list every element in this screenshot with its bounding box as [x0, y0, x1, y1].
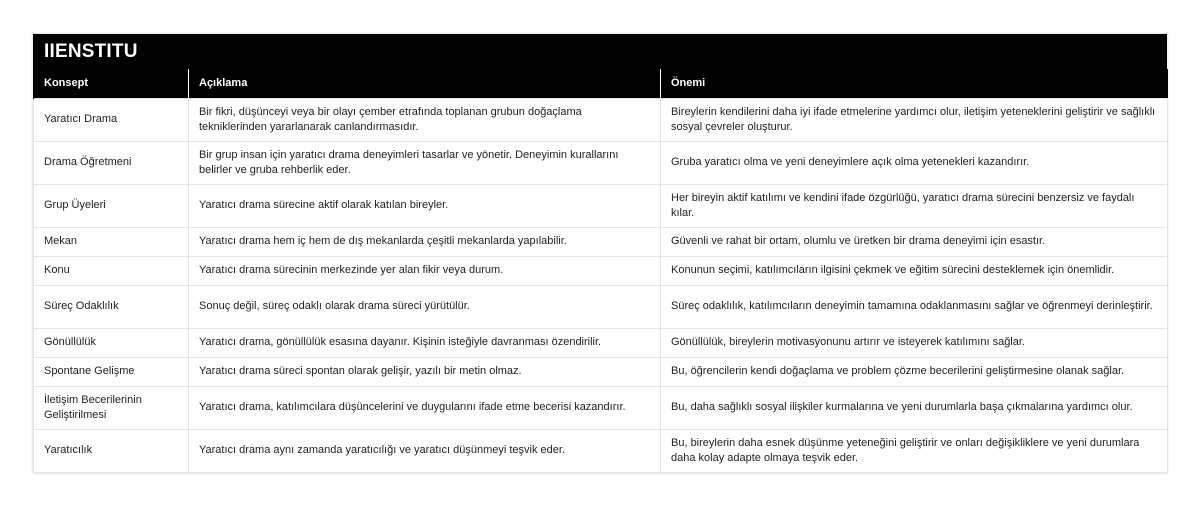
importance-cell: Gönüllülük, bireylerin motivasyonunu artırır ve isteyerek katılımını sağlar.	[661, 328, 1168, 357]
brand-header	[33, 34, 1167, 69]
table-row	[34, 227, 1168, 256]
table-row	[34, 256, 1168, 285]
description-cell: Sonuç değil, süreç odaklı olarak drama süreci yürütülür.	[189, 285, 661, 328]
concept-cell: Konu	[34, 256, 189, 285]
concept-cell: Grup Üyeleri	[34, 184, 189, 227]
table-row	[34, 386, 1168, 429]
importance-cell: Süreç odaklılık, katılımcıların deneyimin tamamına odaklanmasını sağlar ve öğrenmeyi derinleştirir.	[661, 285, 1168, 328]
concept-table	[33, 69, 1168, 473]
importance-cell: Konunun seçimi, katılımcıların ilgisini çekmek ve eğitim sürecini desteklemek için önemlidir.	[661, 256, 1168, 285]
concept-cell: Mekan	[34, 227, 189, 256]
description-cell: Yaratıcı drama, katılımcılara düşüncelerini ve duygularını ifade etme becerisi kazandırır.	[189, 386, 661, 429]
importance-cell: Güvenli ve rahat bir ortam, olumlu ve üretken bir drama deneyimi için esastır.	[661, 227, 1168, 256]
column-header-importance: Önemi	[661, 69, 1168, 98]
description-cell: Yaratıcı drama sürecine aktif olarak katılan bireyler.	[189, 184, 661, 227]
table-row	[34, 98, 1168, 141]
column-header-concept: Konsept	[34, 69, 189, 98]
concept-cell: Yaratıcı Drama	[34, 98, 189, 141]
table-row	[34, 328, 1168, 357]
importance-cell: Gruba yaratıcı olma ve yeni deneyimlere açık olma yetenekleri kazandırır.	[661, 141, 1168, 184]
description-cell: Yaratıcı drama, gönüllülük esasına dayanır. Kişinin isteğiyle davranması özendirilir.	[189, 328, 661, 357]
concept-cell: Yaratıcılık	[34, 429, 189, 472]
table-row	[34, 357, 1168, 386]
table-row	[34, 285, 1168, 328]
table-row	[34, 184, 1168, 227]
description-cell: Yaratıcı drama aynı zamanda yaratıcılığı ve yaratıcı düşünmeyi teşvik eder.	[189, 429, 661, 472]
table-header-row	[34, 69, 1168, 98]
importance-cell: Bu, öğrencilerin kendi doğaçlama ve problem çözme becerilerini geliştirmesine olanak sağlar.	[661, 357, 1168, 386]
description-cell: Bir grup insan için yaratıcı drama deneyimleri tasarlar ve yönetir. Deneyimin kurallarını belirler ve gruba rehberlik eder.	[189, 141, 661, 184]
column-header-description: Açıklama	[189, 69, 661, 98]
table-row	[34, 141, 1168, 184]
importance-cell: Her bireyin aktif katılımı ve kendini ifade özgürlüğü, yaratıcı drama sürecini benzersiz ve faydalı kılar.	[661, 184, 1168, 227]
table-row	[34, 429, 1168, 472]
concept-cell: İletişim Becerilerinin Geliştirilmesi	[34, 386, 189, 429]
description-cell: Yaratıcı drama sürecinin merkezinde yer alan fikir veya durum.	[189, 256, 661, 285]
description-cell: Bir fikri, düşünceyi veya bir olayı çember etrafında toplanan grubun doğaçlama tekniklerinden yararlanarak canlandırmasıdır.	[189, 98, 661, 141]
concept-cell: Gönüllülük	[34, 328, 189, 357]
importance-cell: Bu, daha sağlıklı sosyal ilişkiler kurmalarına ve yeni durumlarla başa çıkmalarına yardımcı olur.	[661, 386, 1168, 429]
concept-cell: Spontane Gelişme	[34, 357, 189, 386]
concept-table-card	[33, 34, 1167, 473]
concept-cell: Drama Öğretmeni	[34, 141, 189, 184]
brand-logo-text: IIENSTITU	[44, 40, 138, 62]
importance-cell: Bireylerin kendilerini daha iyi ifade etmelerine yardımcı olur, iletişim yeteneklerini geliştirir ve sağlıklı sosyal çevreler oluşturur.	[661, 98, 1168, 141]
importance-cell: Bu, bireylerin daha esnek düşünme yeteneğini geliştirir ve onları değişikliklere ve yeni durumlara daha kolay adapte olmaya teşvik eder.	[661, 429, 1168, 472]
description-cell: Yaratıcı drama süreci spontan olarak gelişir, yazılı bir metin olmaz.	[189, 357, 661, 386]
description-cell: Yaratıcı drama hem iç hem de dış mekanlarda çeşitli mekanlarda yapılabilir.	[189, 227, 661, 256]
concept-cell: Süreç Odaklılık	[34, 285, 189, 328]
